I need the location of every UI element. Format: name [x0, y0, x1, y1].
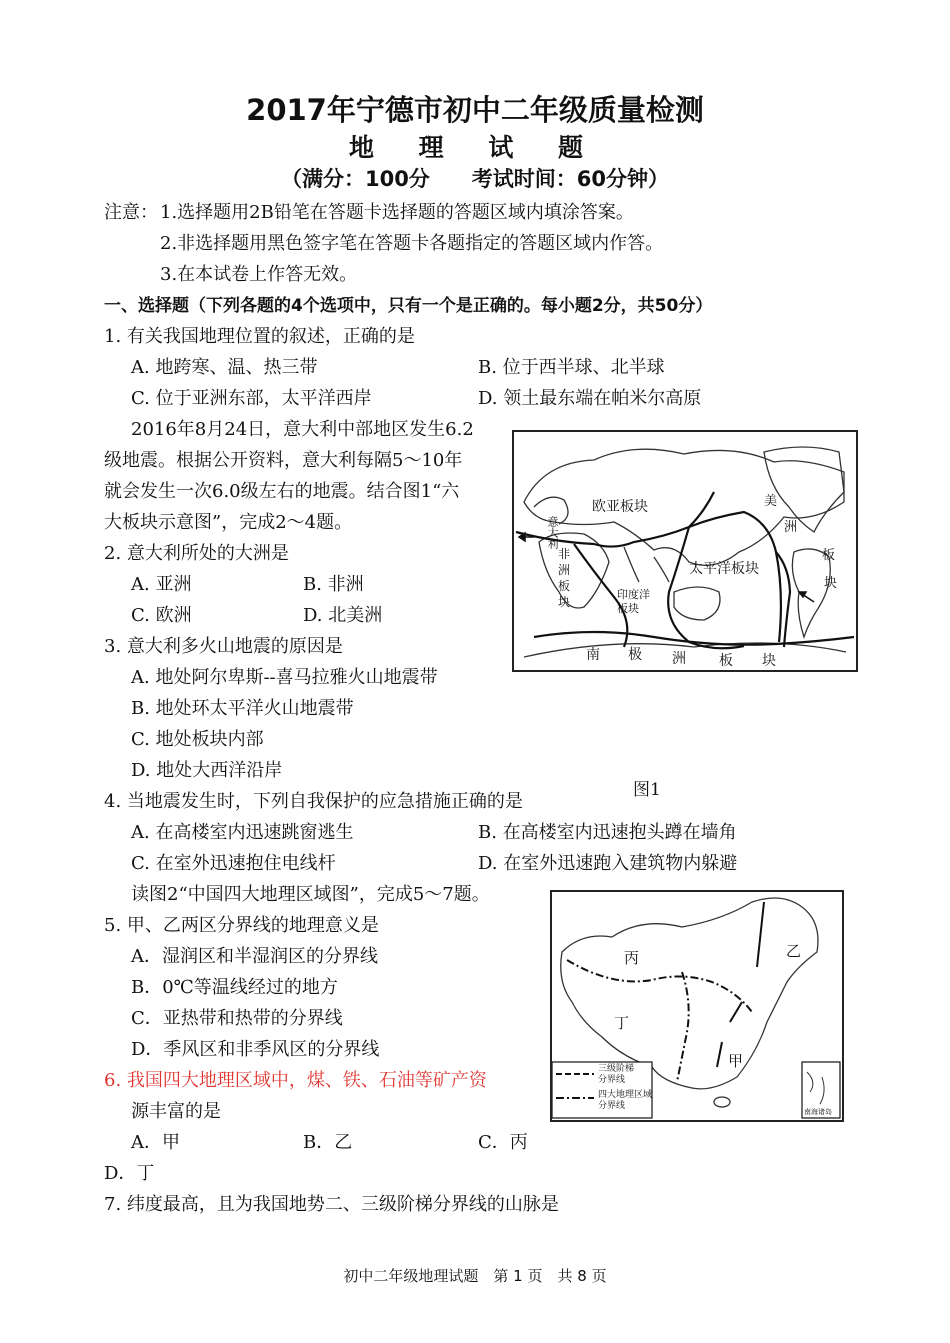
page-footer: 初中二年级地理试题 第 1 页 共 8 页 — [343, 1267, 607, 1285]
region-yi-label: 乙 — [786, 942, 802, 960]
notes-label: 注意： — [104, 202, 158, 223]
q1-option-c: C. 位于亚洲东部，太平洋西岸 — [131, 388, 372, 409]
american-plate-label-2: 洲 — [784, 520, 798, 535]
q6-option-d: D．丁 — [104, 1163, 155, 1184]
passage2: 读图2“中国四大地理区域图”，完成5～7题。 — [131, 884, 490, 905]
note-1: 1.选择题用2B铅笔在答题卡选择题的答题区域内填涂答案。 — [160, 202, 634, 223]
q6-stem-line1: 6. 我国四大地理区域中，煤、铁、石油等矿产资 — [104, 1070, 487, 1091]
american-plate-label-3: 板 — [822, 548, 836, 563]
china-map-drawing — [552, 892, 842, 1120]
exam-title: 2017年宁德市初中二年级质量检测 — [246, 93, 704, 127]
american-plate-label-1: 美 — [764, 494, 778, 509]
q3-option-a: A. 地处阿尔卑斯--喜马拉雅火山地震带 — [131, 667, 438, 688]
indian-plate-label: 印度洋 板块 — [617, 588, 650, 615]
african-plate-label: 非 洲 板 块 — [558, 547, 571, 609]
q2-stem: 2. 意大利所处的大洲是 — [104, 543, 289, 564]
q4-option-c: C. 在室外迅速抱住电线杆 — [131, 853, 336, 874]
q5-option-a: A．湿润区和半湿润区的分界线 — [131, 946, 378, 967]
q2-option-b: B. 非洲 — [303, 574, 364, 595]
passage1-line4: 大板块示意图”，完成2～4题。 — [104, 512, 353, 533]
american-plate-label-4: 块 — [824, 576, 838, 591]
q2-option-a: A. 亚洲 — [131, 574, 192, 595]
legend-terrace-line: 三级阶梯 分界线 — [598, 1064, 635, 1085]
q6-option-b: B．乙 — [303, 1132, 353, 1153]
q4-stem: 4. 当地震发生时，下列自我保护的应急措施正确的是 — [104, 791, 523, 812]
q5-option-b: B．0℃等温线经过的地方 — [131, 977, 338, 998]
q1-option-b: B. 位于西半球、北半球 — [478, 357, 665, 378]
q4-option-d: D. 在室外迅速跑入建筑物内躲避 — [478, 853, 738, 874]
note-2: 2.非选择题用黑色签字笔在答题卡各题指定的答题区域内作答。 — [160, 233, 664, 254]
pacific-plate-label: 太平洋板块 — [689, 561, 759, 577]
antarctic-label-3: 洲 — [672, 651, 686, 667]
note-3: 3.在本试卷上作答无效。 — [160, 264, 358, 285]
q6-option-c: C．丙 — [478, 1132, 528, 1153]
q3-option-b: B. 地处环太平洋火山地震带 — [131, 698, 354, 719]
q3-option-d: D. 地处大西洋沿岸 — [131, 760, 283, 781]
region-jia-label: 甲 — [728, 1052, 744, 1070]
passage1-line1: 2016年8月24日，意大利中部地区发生6.2 — [131, 419, 474, 440]
q7-stem: 7. 纬度最高，且为我国地势二、三级阶梯分界线的山脉是 — [104, 1194, 559, 1215]
antarctic-label-2: 极 — [628, 647, 642, 663]
q1-option-a: A. 地跨寒、温、热三带 — [131, 357, 318, 378]
legend-region-line: 四大地理区域 分界线 — [598, 1090, 653, 1111]
china-regions-figure — [550, 890, 844, 1122]
region-ding-label: 丁 — [614, 1014, 630, 1032]
italy-label: 意大利 — [546, 516, 559, 549]
antarctic-label-4: 板 — [719, 653, 733, 669]
q4-option-b: B. 在高楼室内迅速抱头蹲在墙角 — [478, 822, 737, 843]
eurasian-plate-label: 欧亚板块 — [592, 499, 648, 515]
score-time: （满分：100分 考试时间：60分钟） — [280, 167, 670, 191]
passage1-line3: 就会发生一次6.0级左右的地震。结合图1“六 — [104, 481, 460, 502]
q1-option-d: D. 领土最东端在帕米尔高原 — [478, 388, 702, 409]
q2-option-c: C. 欧洲 — [131, 605, 192, 626]
q6-stem-line2: 源丰富的是 — [131, 1101, 221, 1122]
region-bing-label: 丙 — [624, 949, 640, 967]
section-heading: 一、选择题（下列各题的4个选项中，只有一个是正确的。每小题2分，共50分） — [104, 296, 713, 316]
q5-option-d: D．季风区和非季风区的分界线 — [131, 1039, 380, 1060]
subject-title: 地 理 试 题 — [348, 133, 602, 162]
fig1-caption: 图1 — [633, 780, 661, 800]
q5-stem: 5. 甲、乙两区分界线的地理意义是 — [104, 915, 379, 936]
south-china-sea-inset-label: 南海诸岛 — [804, 1108, 832, 1116]
q1-stem: 1. 有关我国地理位置的叙述，正确的是 — [104, 326, 415, 347]
passage1-line2: 级地震。根据公开资料，意大利每隔5～10年 — [104, 450, 463, 471]
q3-stem: 3. 意大利多火山地震的原因是 — [104, 636, 343, 657]
q5-option-c: C．亚热带和热带的分界线 — [131, 1008, 343, 1029]
q3-option-c: C. 地处板块内部 — [131, 729, 264, 750]
antarctic-label-5: 块 — [762, 653, 776, 669]
antarctic-label-1: 南 — [586, 647, 600, 663]
q4-option-a: A. 在高楼室内迅速跳窗逃生 — [131, 822, 354, 843]
q6-option-a: A．甲 — [131, 1132, 180, 1153]
q2-option-d: D. 北美洲 — [303, 605, 383, 626]
plate-map-figure — [512, 430, 858, 672]
